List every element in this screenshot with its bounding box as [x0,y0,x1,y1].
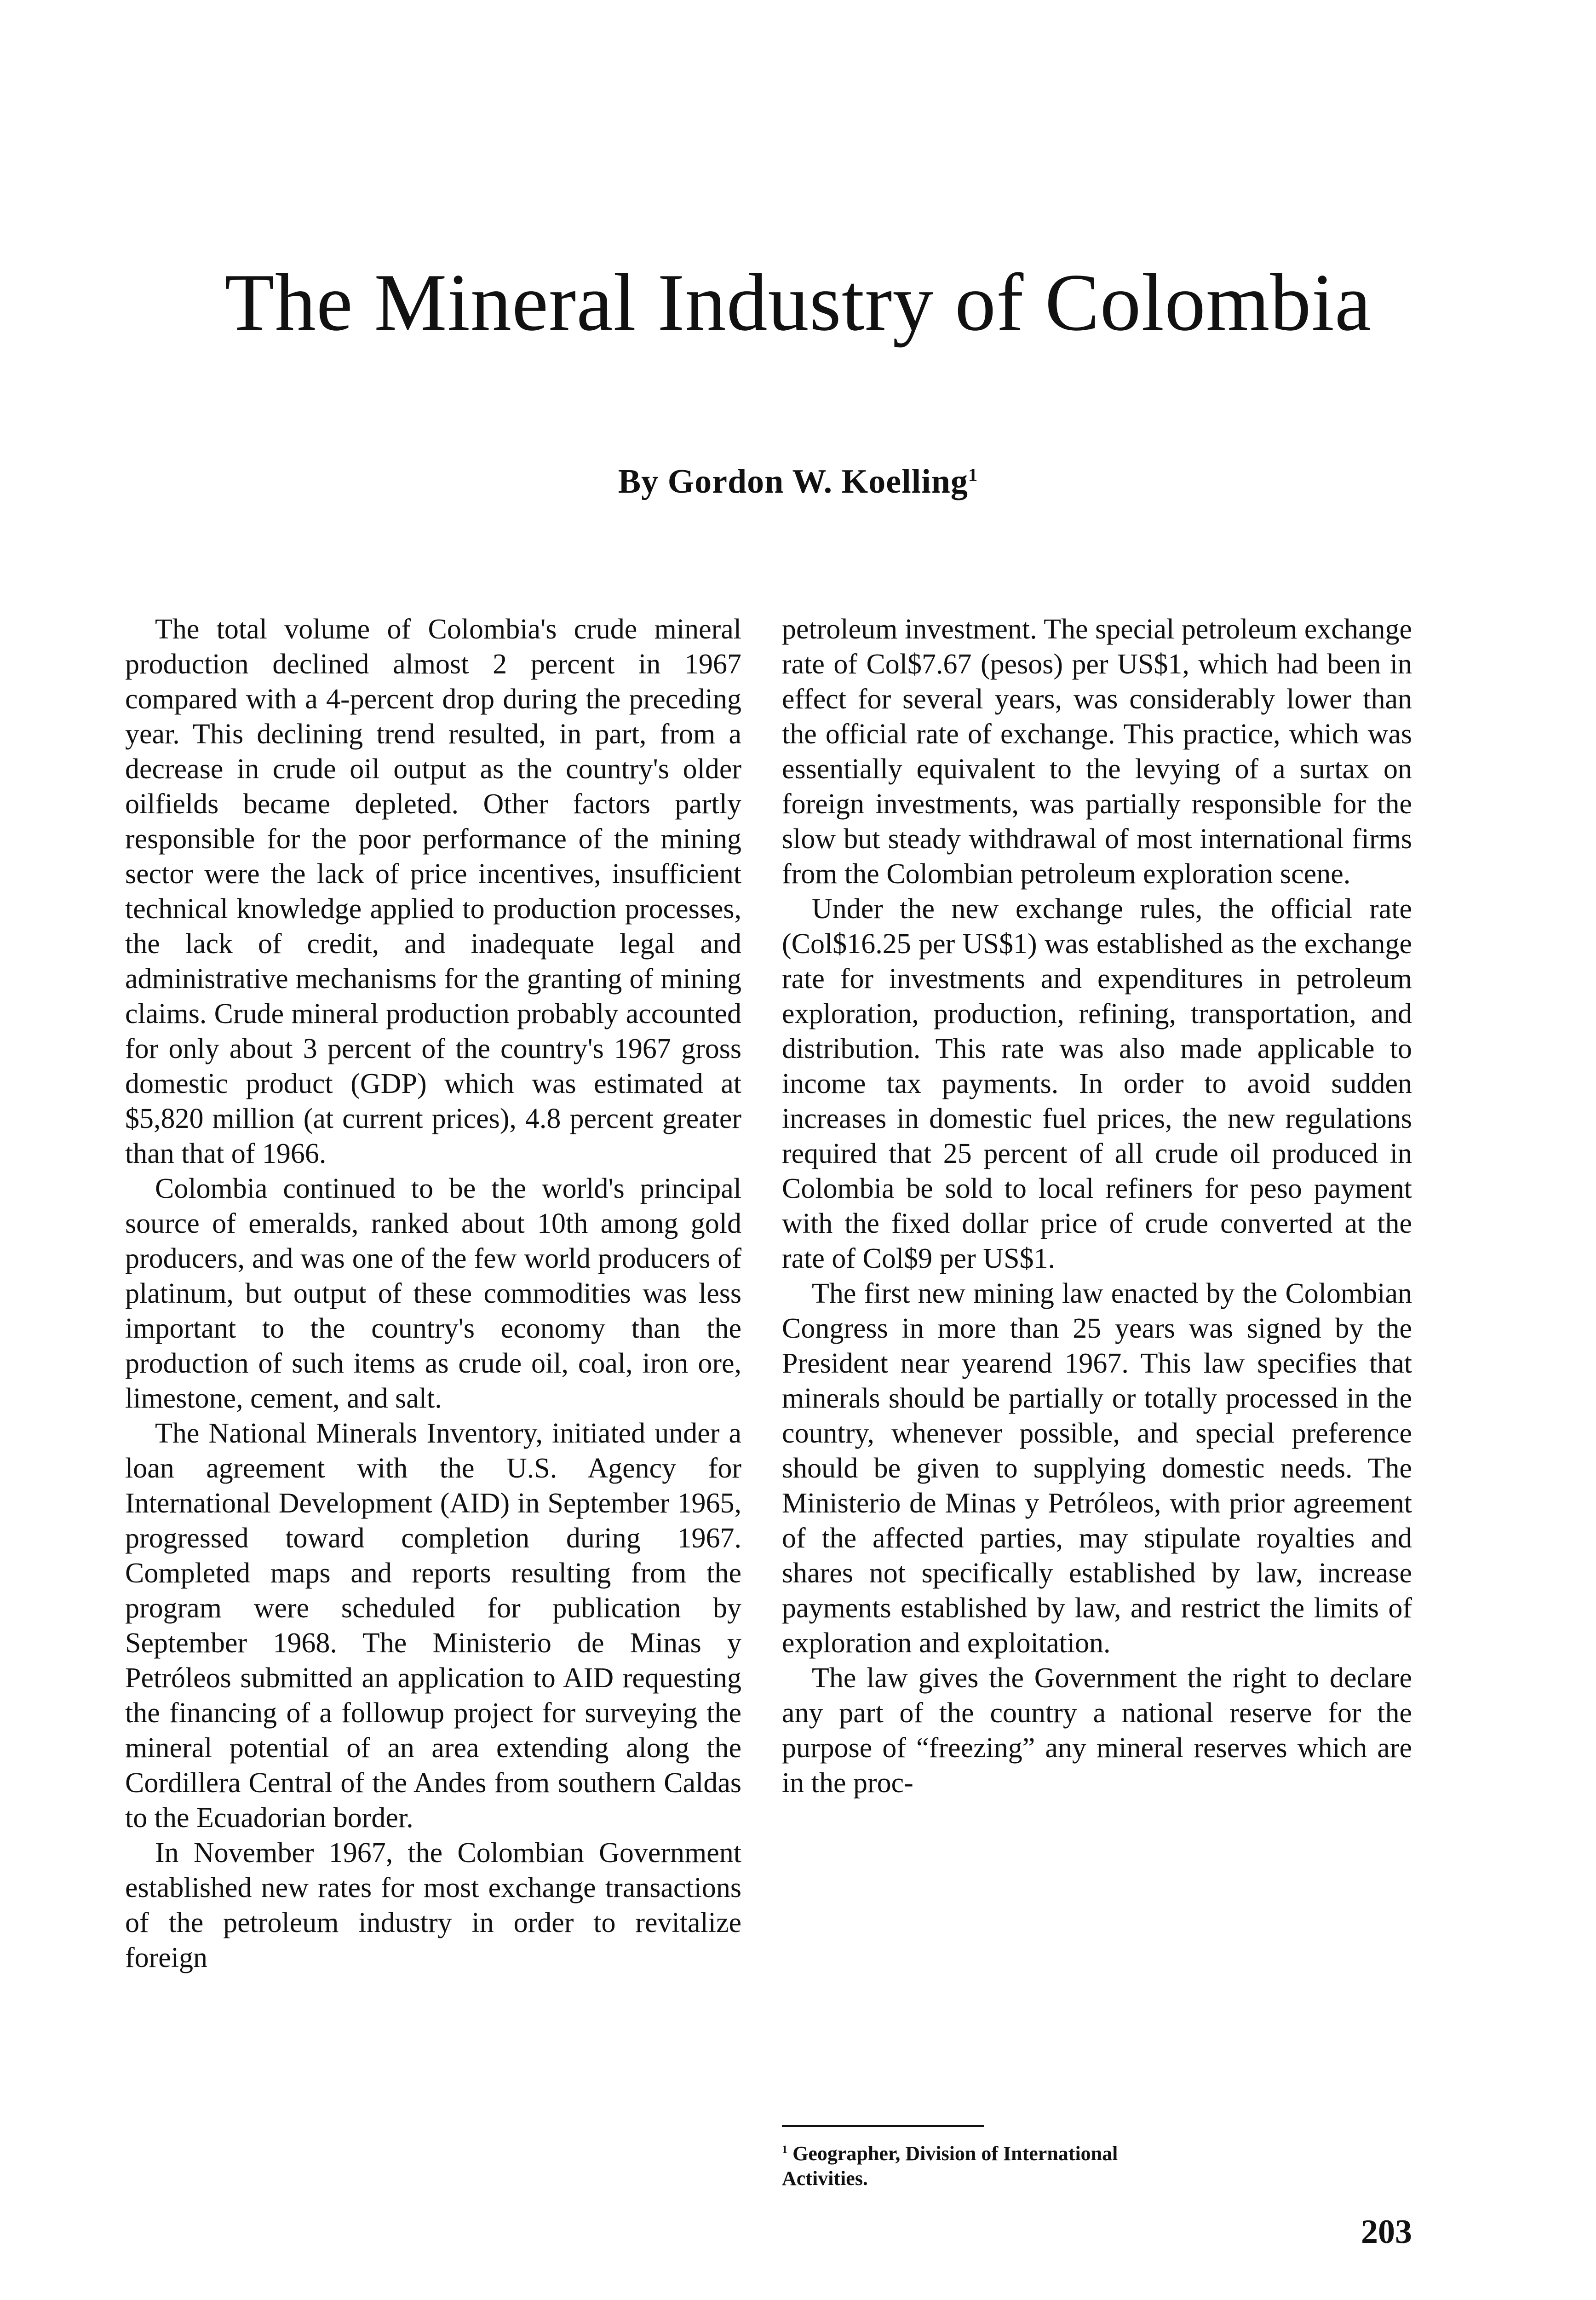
paragraph: The law gives the Government the right to declare any part of the country a national reserve for the purpose of “freezing” any mineral reserves which are in the proc- [782,1662,1412,1799]
footnote-line-2: Activities. [782,2167,868,2190]
right-column [782,612,1412,1800]
footnote-reference: 1 [968,464,978,485]
paragraph: In November 1967, the Colombian Government established new rates for most exchange transactions of the petroleum industry in order to revitalize foreign [125,1837,741,1973]
paragraph: The National Minerals Inventory, initiated under a loan agreement with the U.S. Agency for International Development (AID) in September 1965, progressed toward completion during 1967. Completed maps and reports resulting from the program were scheduled for publication by September 1968. The Ministerio de Minas y Petróleos submitted an application to AID requesting the financing of a followup project for surveying the mineral potential of an area extending along the Cordillera Central of the Andes from southern Caldas to the Ecuadorian border. [125,1418,741,1834]
author-name: By Gordon W. Koelling [618,463,968,500]
footnote-marker: 1 [782,2143,788,2156]
paragraph: The total volume of Colombia's crude mineral production declined almost 2 percent in 1967 compared with a 4-percent drop during the preceding year. This declining trend resulted, in part, from a decrease in crude oil output as the country's older oilfields became depleted. Other factors partly responsible for the poor performance of the mining sector were the lack of price incentives, insufficient technical knowledge applied to production processes, the lack of credit, and inadequate legal and administrative mechanisms for the granting of mining claims. Crude mineral production probably accounted for only about 3 percent of the country's 1967 gross domestic product (GDP) which was estimated at $5,820 million (at current prices), 4.8 percent greater than that of 1966. [125,614,741,1169]
paragraph: The first new mining law enacted by the Colombian Congress in more than 25 years was signed by the President near yearend 1967. This law specifies that minerals should be partially or totally processed in the country, whenever possible, and special preference should be given to supplying domestic needs. The Ministerio de Minas y Petróleos, with prior agreement of the affected parties, may stipulate royalties and shares not specifically established by law, increase payments established by law, and restrict the limits of exploration and exploitation. [782,1278,1412,1659]
paragraph: Under the new exchange rules, the official rate (Col$16.25 per US$1) was established as the exchange rate for investments and expenditures in petroleum exploration, production, refining, transportation, and distribution. This rate was also made applicable to income tax payments. In order to avoid sudden increases in domestic fuel prices, the new regulations required that 25 percent of all crude oil produced in Colombia be sold to local refiners for peso payment with the fixed dollar price of crude converted at the rate of Col$9 per US$1. [782,893,1412,1274]
left-column [125,612,741,1975]
footnote [782,2141,1412,2191]
paragraph: Colombia continued to be the world's principal source of emeralds, ranked about 10th among gold producers, and was one of the few world producers of platinum, but output of these commodities was less important to the country's economy than the production of such items as crude oil, coal, iron ore, limestone, cement, and salt. [125,1173,741,1414]
page-number: 203 [1361,2213,1412,2251]
paragraph-continuation: petroleum investment. The special petroleum exchange rate of Col$7.67 (pesos) per US$1, which had been in effect for several years, was considerably lower than the official rate of exchange. This practice, which was essentially equivalent to the levying of a surtax on foreign investments, was partially responsible for the slow but steady withdrawal of most international firms from the Colombian petroleum exploration scene. [782,614,1412,890]
footnote-line-1: Geographer, Division of International [792,2142,1118,2165]
page-title: The Mineral Industry of Colombia [224,257,1372,348]
footnote-divider [782,2125,984,2127]
author-byline [0,462,1596,501]
